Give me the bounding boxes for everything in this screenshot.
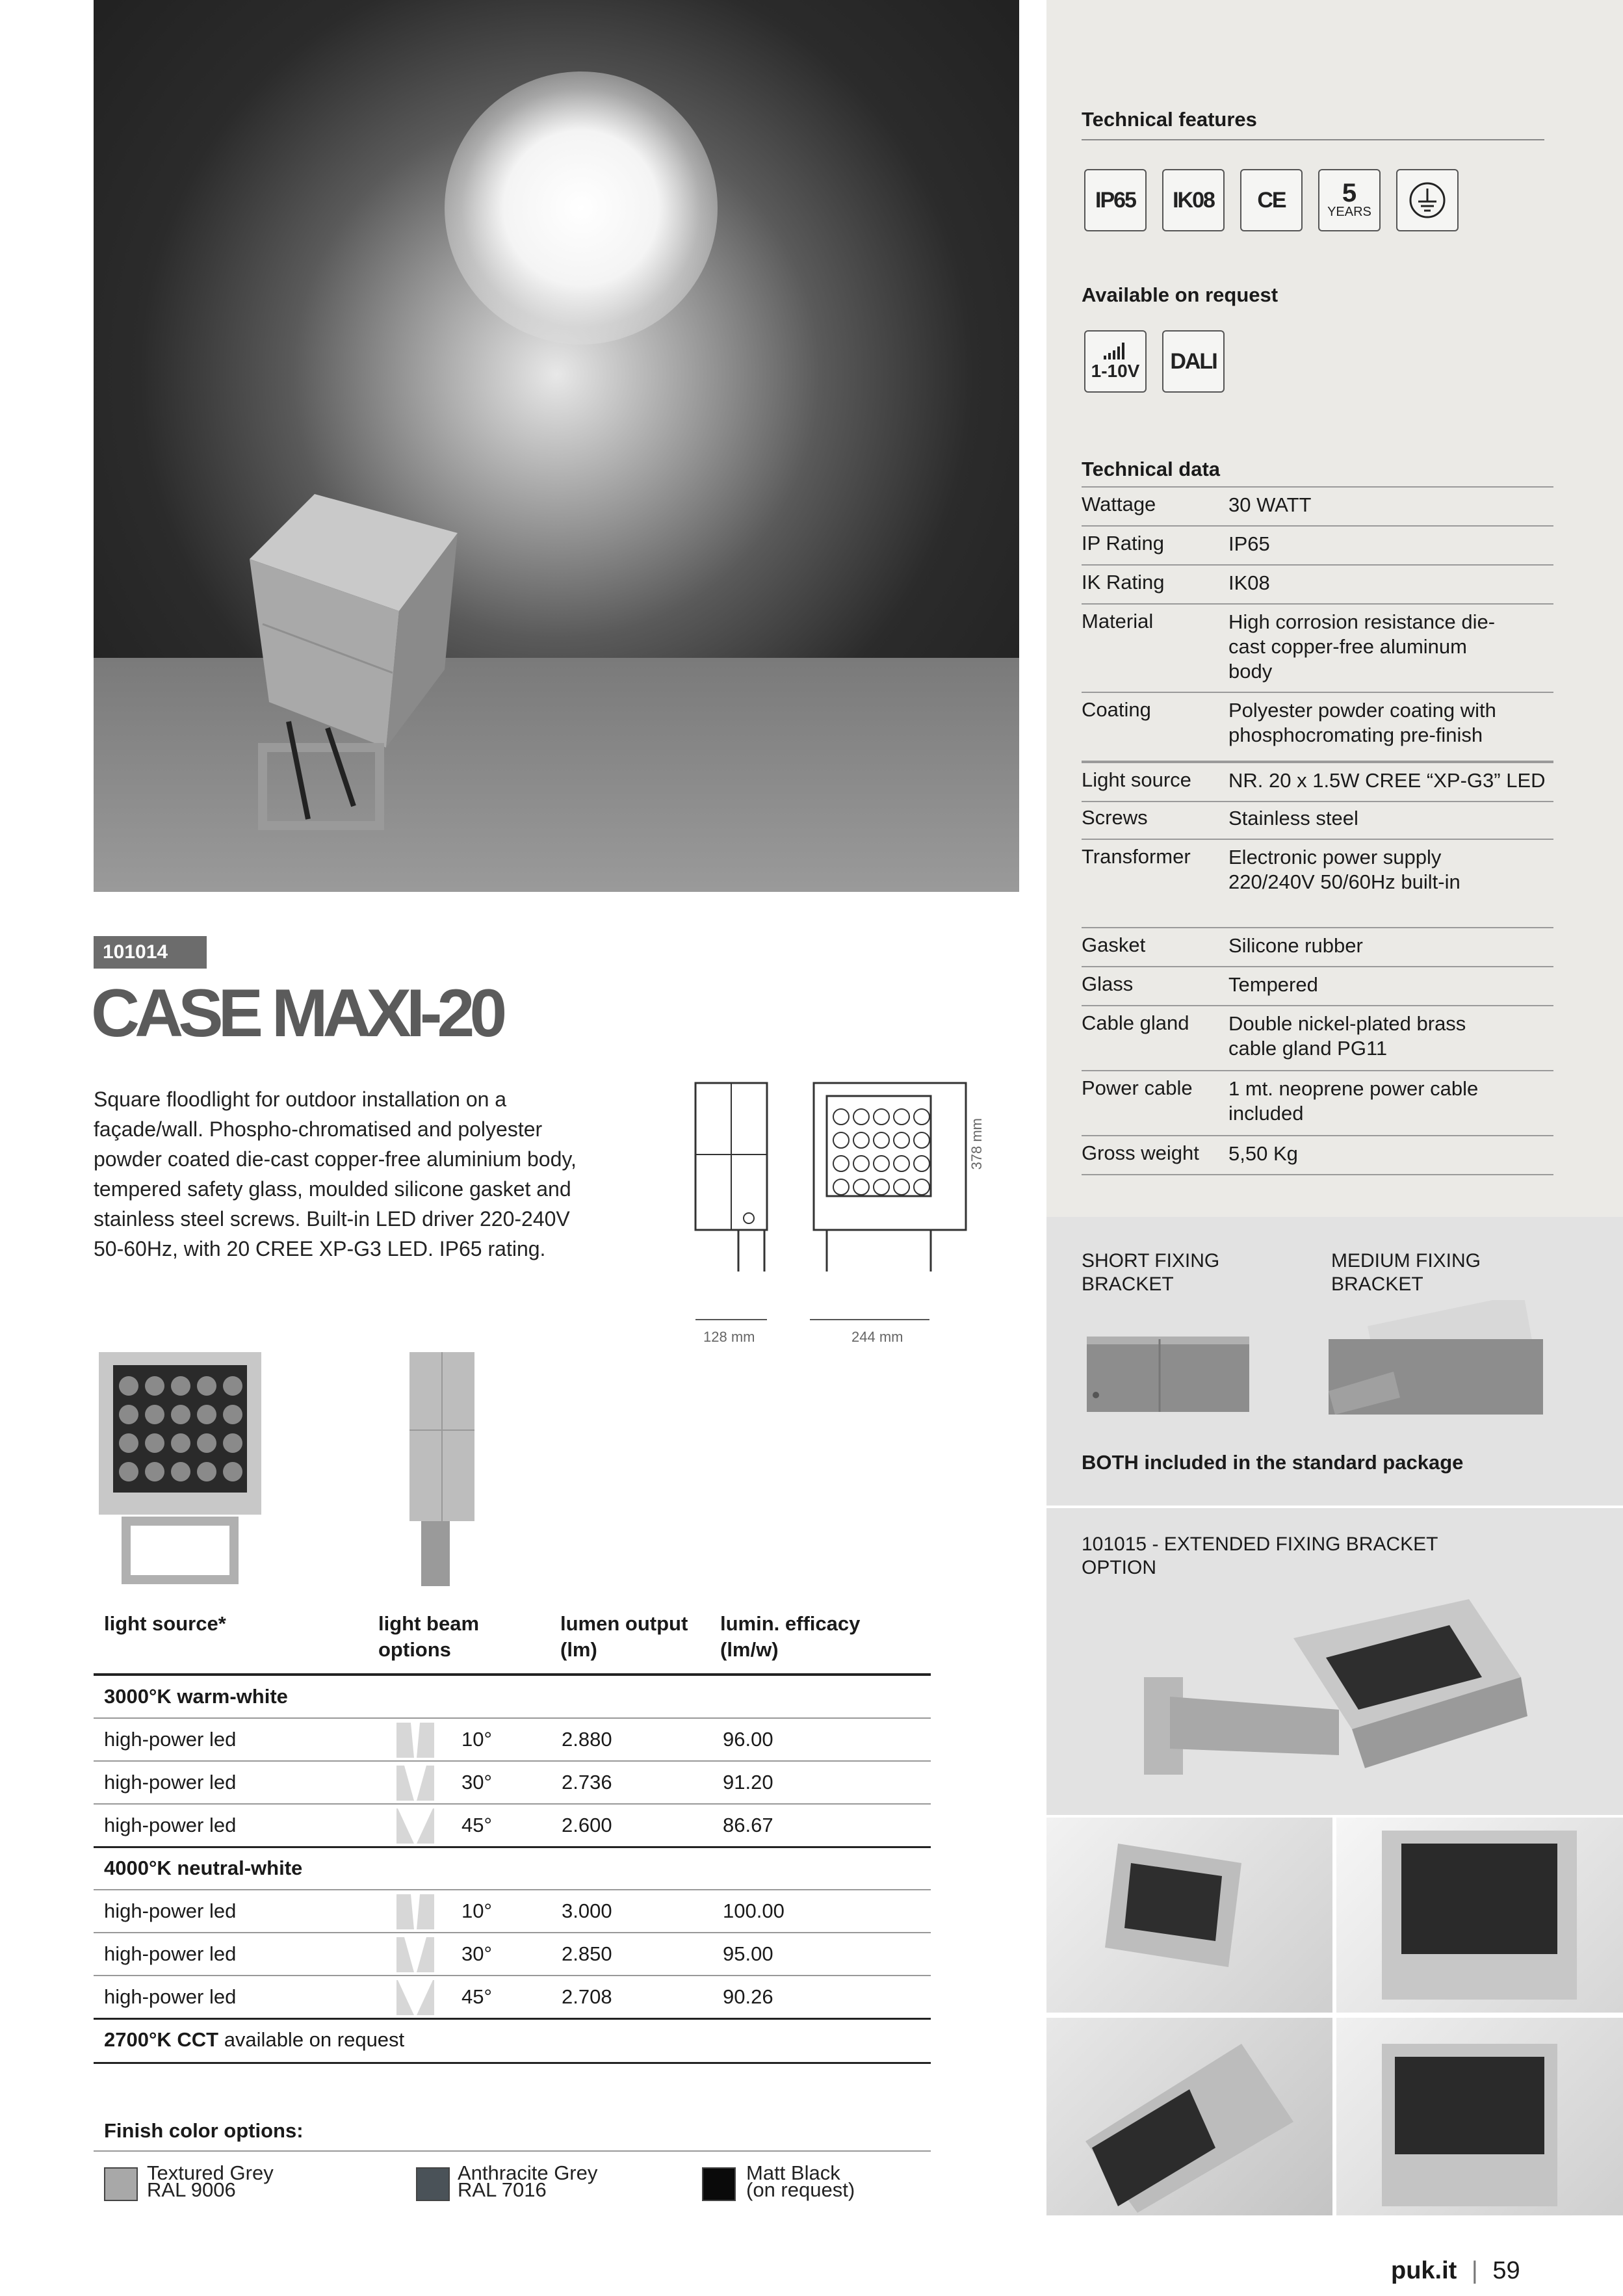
led-circle xyxy=(833,1132,849,1148)
led-circle xyxy=(914,1132,929,1148)
swatch-textured-grey xyxy=(104,2167,138,2201)
finish-label: Textured Grey RAL 9006 xyxy=(147,2161,274,2201)
page-number: 59 xyxy=(1492,2257,1520,2284)
table-row: high-power led 30° 2.850 95.00 xyxy=(94,1933,931,1976)
technical-features-title: Technical features xyxy=(1082,108,1257,131)
table-row: high-power led 45° 2.708 90.26 xyxy=(94,1976,931,2019)
led-circle xyxy=(874,1179,889,1195)
divider xyxy=(94,2150,931,2152)
tech-row: Coating Polyester powder coating with phosphocromating pre-finish xyxy=(1082,693,1553,762)
installation-photo xyxy=(1336,1818,1623,2013)
led-lens xyxy=(171,1433,190,1453)
section-warm-white: 3000°K warm-white xyxy=(94,1676,931,1719)
col-light-source: light source* xyxy=(104,1612,226,1635)
led-circle xyxy=(894,1132,909,1148)
led-lens xyxy=(223,1433,242,1453)
beam-45-icon xyxy=(396,1808,434,1844)
finish-label: Matt Black (on request) xyxy=(746,2161,855,2201)
col-beam-options: light beam options xyxy=(378,1612,480,1661)
led-circle xyxy=(833,1179,849,1195)
led-circle xyxy=(853,1179,869,1195)
installation-photo xyxy=(1336,2018,1623,2215)
divider xyxy=(94,2018,931,2020)
depth-dimension: 128 mm xyxy=(703,1329,755,1345)
footer-separator: | xyxy=(1471,2257,1478,2284)
available-on-request-title: Available on request xyxy=(1082,283,1279,306)
footer xyxy=(1391,2257,1520,2285)
led-circle xyxy=(853,1156,869,1171)
technical-data-title: Technical data xyxy=(1082,458,1221,480)
led-circle xyxy=(894,1156,909,1171)
led-circle xyxy=(894,1109,909,1125)
led-circle xyxy=(874,1156,889,1171)
product-front-photo xyxy=(94,1346,289,1593)
tech-row: IP Rating IP65 xyxy=(1082,527,1553,566)
floodlight-illustration xyxy=(94,0,1019,892)
beam-10-icon xyxy=(396,1723,434,1758)
hero-photo xyxy=(94,0,1019,892)
led-circle xyxy=(914,1109,929,1125)
led-lens xyxy=(145,1462,164,1481)
led-lens xyxy=(119,1376,138,1396)
warranty-years-number: 5 xyxy=(1342,178,1357,207)
tech-row: Transformer Electronic power supply 220/240V 50/60Hz built-in xyxy=(1082,840,1553,928)
height-dimension: 378 mm xyxy=(968,1118,985,1170)
finish-title: Finish color options: xyxy=(104,2119,304,2142)
tech-row: Power cable 1 mt. neoprene power cable included xyxy=(1082,1071,1553,1136)
divider xyxy=(1046,1506,1623,1508)
led-lens xyxy=(171,1405,190,1424)
finish-label: Anthracite Grey RAL 7016 xyxy=(458,2161,598,2201)
beam-45-icon xyxy=(396,1980,434,2015)
tech-row: Screws Stainless steel xyxy=(1082,801,1553,840)
cct-note: 2700°K CCT available on request xyxy=(104,2028,405,2051)
led-circle xyxy=(833,1109,849,1125)
section-neutral-white: 4000°K neutral-white xyxy=(94,1847,931,1890)
divider xyxy=(1082,139,1544,140)
led-circle xyxy=(914,1179,929,1195)
tech-row: Material High corrosion resistance die-cast copper-free aluminum body xyxy=(1082,605,1553,693)
signal-bars-icon xyxy=(1102,341,1128,361)
led-lens xyxy=(119,1433,138,1453)
short-bracket-label: SHORT FIXING BRACKET xyxy=(1082,1250,1220,1295)
swatch-matt-black xyxy=(702,2167,736,2201)
led-lens xyxy=(171,1462,190,1481)
led-circle xyxy=(914,1156,929,1171)
col-efficacy: lumin. efficacy (lm/w) xyxy=(720,1612,861,1661)
led-circle xyxy=(853,1109,869,1125)
earth-icon xyxy=(1396,169,1459,231)
extended-bracket-label: 101015 - EXTENDED FIXING BRACKET OPTION xyxy=(1082,1533,1438,1578)
product-description: Square floodlight for outdoor installation on a façade/wall. Phospho-chromatised and polyester powder coated die-cast copper-free aluminium body, tempered safety glass, moulded silicone gasket and stainless steel screws. Built-in LED driver 220-240V 50-60Hz, with 20 CREE XP-G3 LED. IP65 rating. xyxy=(94,1088,577,1260)
ce-mark-badge: CE xyxy=(1240,169,1303,231)
led-circle xyxy=(853,1132,869,1148)
led-lens xyxy=(119,1462,138,1481)
beam-10-icon xyxy=(396,1894,434,1929)
tech-row: Gasket Silicone rubber xyxy=(1082,928,1553,967)
col-lumen-output: lumen output (lm) xyxy=(560,1612,688,1661)
led-lens xyxy=(197,1376,216,1396)
product-code-tag: 101014 xyxy=(94,936,207,969)
warranty-badge xyxy=(1318,169,1381,231)
dimming-1-10v-label: 1-10V xyxy=(1091,361,1140,381)
tech-row: Glass Tempered xyxy=(1082,967,1553,1006)
tech-row: Cable gland Double nickel-plated brass cable gland PG11 xyxy=(1082,1006,1553,1071)
dali-badge: DALI xyxy=(1162,330,1225,393)
beam-30-icon xyxy=(396,1766,434,1801)
divider xyxy=(94,2062,931,2064)
installation-photo xyxy=(1046,2018,1332,2215)
table-row: high-power led 10° 3.000 100.00 xyxy=(94,1890,931,1933)
tech-row: Gross weight 5,50 Kg xyxy=(1082,1136,1553,1175)
width-dimension: 244 mm xyxy=(851,1329,903,1345)
ip65-badge: IP65 xyxy=(1084,169,1147,231)
table-row: high-power led 10° 2.880 96.00 xyxy=(94,1719,931,1762)
led-lens xyxy=(223,1376,242,1396)
brackets-illustration xyxy=(1082,1300,1550,1424)
dimension-lines xyxy=(689,1313,936,1326)
led-lens xyxy=(197,1462,216,1481)
warranty-years-label: YEARS xyxy=(1327,204,1371,219)
led-circle xyxy=(874,1109,889,1125)
medium-bracket-label: MEDIUM FIXING BRACKET xyxy=(1331,1250,1481,1295)
dimming-1-10v-badge xyxy=(1084,330,1147,393)
product-title: CASE MAXI-20 xyxy=(91,976,502,1051)
led-lens xyxy=(145,1405,164,1424)
footer-site[interactable]: puk.it xyxy=(1391,2257,1457,2284)
led-lens xyxy=(223,1462,242,1481)
led-lens xyxy=(145,1376,164,1396)
led-circle xyxy=(894,1179,909,1195)
led-grid-drawing xyxy=(829,1102,940,1200)
led-lens xyxy=(197,1405,216,1424)
tech-row: IK Rating IK08 xyxy=(1082,566,1553,605)
tech-row: Light source NR. 20 x 1.5W CREE “XP-G3” LED xyxy=(1082,762,1553,802)
table-row: high-power led 45° 2.600 86.67 xyxy=(94,1805,931,1847)
led-circle xyxy=(833,1156,849,1171)
led-circle xyxy=(874,1132,889,1148)
led-lens xyxy=(171,1376,190,1396)
led-lens xyxy=(197,1433,216,1453)
table-row: high-power led 30° 2.736 91.20 xyxy=(94,1762,931,1805)
product-side-photo xyxy=(390,1346,494,1593)
extended-bracket-illustration xyxy=(1131,1599,1547,1788)
led-lens xyxy=(223,1405,242,1424)
tech-row: Wattage 30 WATT xyxy=(1082,488,1553,527)
installation-photo xyxy=(1046,1818,1332,2013)
swatch-anthracite-grey xyxy=(416,2167,450,2201)
ik08-badge: IK08 xyxy=(1162,169,1225,231)
led-lens xyxy=(145,1433,164,1453)
standard-package-note: BOTH included in the standard package xyxy=(1082,1451,1464,1474)
beam-30-icon xyxy=(396,1937,434,1972)
led-lens xyxy=(119,1405,138,1424)
